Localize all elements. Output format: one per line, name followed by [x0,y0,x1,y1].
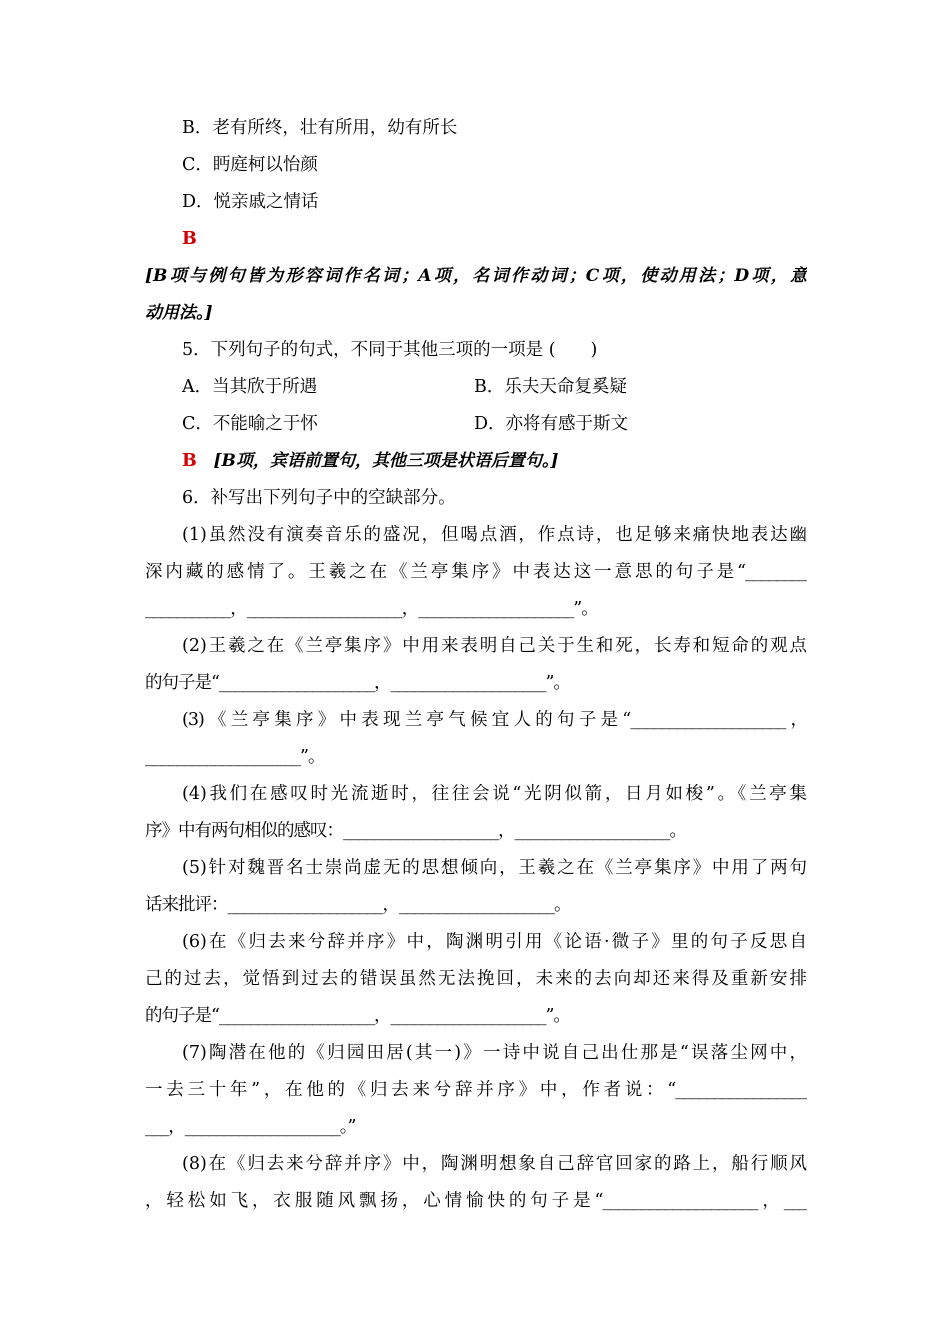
q5-analysis: [B项，宾语前置句，其他三项是状语后置句。] [213,451,559,471]
document-page [145,110,807,1220]
q6-s1-line1: (1)虽然没有演奏音乐的盛况，但喝点酒，作点诗，也足够来痛快地表达幽 [182,525,807,545]
q6-s1-line3: ___________，____________________，____________________”。 [145,599,598,619]
q5-options-row2 [145,406,807,443]
q4-answer-letter: B [182,229,197,249]
q6-s7-line3: ___，____________________。” [145,1117,356,1137]
q6-s2-line2: 的句子是“____________________，____________________”。 [145,673,570,693]
q5-options-row1 [145,369,807,406]
q4-analysis-line1: [B项与例句皆为形容词作名词；A项，名词作动词；C项，使动用法；D项，意 [145,266,807,286]
q4-option-d: D．悦亲戚之情话 [182,192,319,212]
q5-option-b: B．乐夫天命复奚疑 [474,377,627,397]
q5-answer-line [145,443,807,480]
q6-s1-line2: 深内藏的感情了。王羲之在《兰亭集序》中表达这一意思的句子是“________ [145,562,807,582]
q4-answer [145,221,807,258]
q6-s5-line2: 话来批评：____________________，____________________。 [145,895,571,915]
q6-s3-line2: ____________________”。 [145,747,325,767]
q5-answer-letter: B [182,451,197,471]
q6-s2-line1: (2)王羲之在《兰亭集序》中用来表明自己关于生和死，长寿和短命的观点 [182,636,807,656]
q6-s6-line3: 的句子是“____________________，____________________”。 [145,1006,570,1026]
q6-s8-line2: ，轻松如飞，衣服随风飘扬，心情愉快的句子是“____________________，___ [145,1191,807,1211]
q4-option-c: C．眄庭柯以怡颜 [182,155,318,175]
q4-option-b: B．老有所终，壮有所用，幼有所长 [182,118,458,138]
q6-stem: 6．补写出下列句子中的空缺部分。 [182,488,456,508]
q5-option-a: A．当其欣于所遇 [182,377,318,397]
q6-s6-line1: (6)在《归去来兮辞并序》中，陶渊明引用《论语·微子》里的句子反思自 [182,932,807,952]
q6-s5-line1: (5)针对魏晋名士崇尚虚无的思想倾向，王羲之在《兰亭集序》中用了两句 [182,858,807,878]
q4-analysis-line2: 动用法。] [145,303,213,323]
q5-option-c: C．不能喻之于怀 [182,414,318,434]
q6-s7-line1: (7)陶潜在他的《归园田居(其一)》一诗中说自己出仕那是“误落尘网中， [182,1043,807,1063]
q6-s8-line1: (8)在《归去来兮辞并序》中，陶渊明想象自己辞官回家的路上，船行顺风 [182,1154,807,1174]
q6-s4-line1: (4)我们在感叹时光流逝时，往往会说“光阴似箭，日月如梭”。《兰亭集 [182,784,807,804]
q6-s3-line1: (3)《兰亭集序》中表现兰亭气候宜人的句子是“____________________， [182,710,807,730]
q6-s4-line2: 序》中有两句相似的感叹：____________________，____________________。 [145,821,686,841]
q6-s6-line2: 己的过去，觉悟到过去的错误虽然无法挽回，未来的去向却还来得及重新安排 [145,969,807,989]
q5-option-d: D．亦将有感于斯文 [474,414,629,434]
q6-s7-line2: 一去三十年”，在他的《归去来兮辞并序》中，作者说：“_________________ [145,1080,807,1100]
q5-stem: 5．下列句子的句式，不同于其他三项的一项是 ( ) [182,340,598,360]
